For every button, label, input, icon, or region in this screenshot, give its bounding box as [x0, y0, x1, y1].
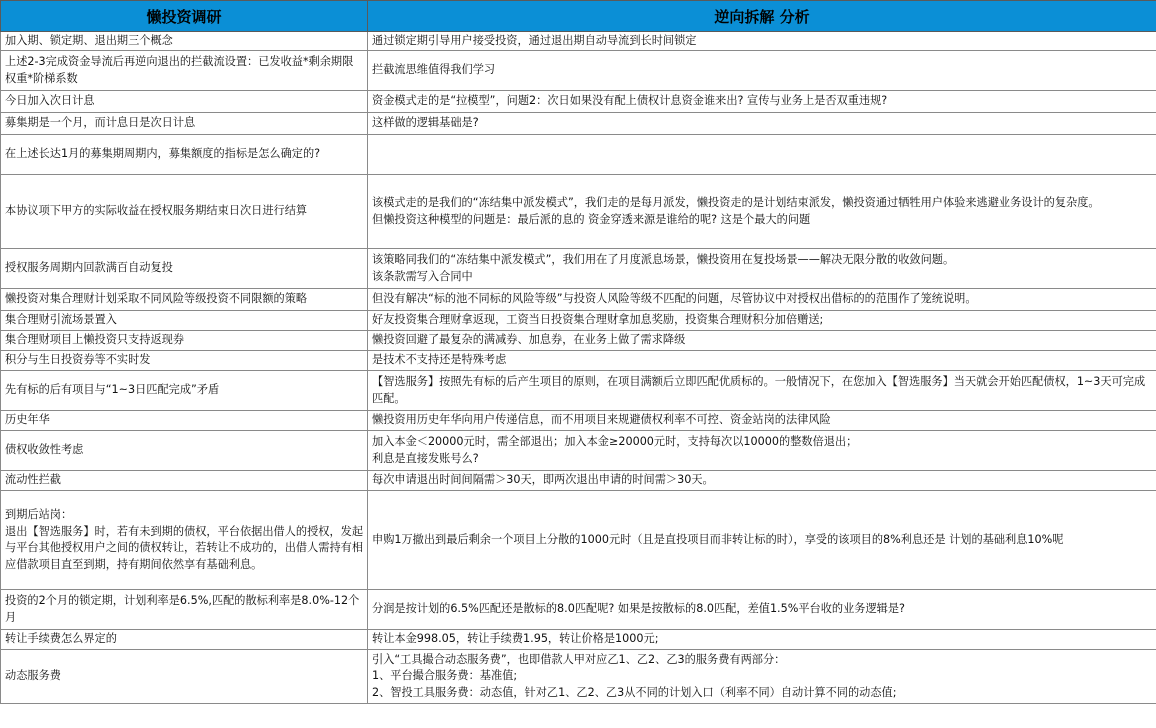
- cell-text: 到期后站岗：: [5, 508, 73, 521]
- table-row: [1, 311, 1156, 331]
- cell-text: 懒投资用历史年华向用户传递信息，而不用项目来规避债权利率不可控、资金站岗的法律风险: [372, 413, 831, 427]
- cell-text: 【智选服务】按照先有标的后产生项目的原则，在项目满额后立即匹配优质标的。一般情况下，在您加入【智选服务】当天就会开始匹配债权，1~3天可完成匹配。: [372, 375, 1146, 405]
- cell-text: 今日加入次日计息: [5, 94, 95, 108]
- research-cell: [1, 331, 368, 351]
- analysis-cell: [368, 289, 1156, 311]
- table-row: [1, 351, 1156, 371]
- research-cell: [1, 311, 368, 331]
- cell-text: 资金模式走的是“拉模型”，问题2：次日如果没有配上债权计息资金谁来出? 宣传与业务上是否双重违规?: [372, 94, 888, 108]
- table-row: [1, 411, 1156, 431]
- research-cell: [1, 630, 368, 650]
- cell-text: 动态服务费: [5, 669, 61, 683]
- cell-text: 上述2-3完成资金导流后再逆向退出的拦截流设置：已发收益*剩余期限权重*阶梯系数: [5, 55, 354, 85]
- analysis-cell: [368, 249, 1156, 289]
- table-row: [1, 135, 1156, 175]
- table-row: [1, 371, 1156, 411]
- cell-text: 申购1万撤出到最后剩余一个项目上分散的1000元时（且是直投项目而非转让标的时），享受的该项目的8%利息还是 计划的基础利息10%呢: [372, 532, 1064, 546]
- cell-text: 这样做的逻辑基础是?: [372, 116, 479, 130]
- analysis-cell: [368, 91, 1156, 113]
- cell-text: 通过锁定期引导用户接受投资，通过退出期自动导流到长时间锁定: [372, 33, 697, 47]
- table-row: [1, 289, 1156, 311]
- research-cell: [1, 113, 368, 135]
- cell-text: 在上述长达1月的募集期周期内，募集额度的指标是怎么确定的?: [5, 147, 321, 161]
- analysis-cell: [368, 135, 1156, 175]
- research-cell: [1, 175, 368, 249]
- cell-text: 利息是直接发账号么?: [372, 451, 479, 465]
- cell-text: 转让本金998.05，转让手续费1.95，转让价格是1000元;: [372, 632, 659, 646]
- table-row: [1, 471, 1156, 491]
- cell-text: 退出【智选服务】时，若有未到期的债权，平台依据出借人的授权，发起与平台其他授权用户之间的债权转让，若转让不成功的，出借人需持有相应借款项目直至到期，持有期间依然享有基础利息。: [5, 524, 364, 571]
- cell-text: 本协议项下甲方的实际收益在授权服务期结束日次日进行结算: [5, 204, 308, 218]
- research-cell: [1, 491, 368, 590]
- research-cell: [1, 650, 368, 704]
- cell-text: 该模式走的是我们的“冻结集中派发模式”，我们走的是每月派发，懒投资走的是计划结束派发，懒投资通过牺牲用户体验来逃避业务设计的复杂度。: [372, 196, 1100, 209]
- analysis-cell: [368, 590, 1156, 630]
- cell-text: 引入“工具撮合动态服务费”，也即借款人甲对应乙1、乙2、乙3的服务费有两部分：: [372, 652, 786, 666]
- table-row: [1, 175, 1156, 249]
- cell-text: 募集期是一个月，而计息日是次日计息: [5, 116, 196, 130]
- cell-text: 积分与生日投资券等不实时发: [5, 353, 151, 367]
- cell-text: 历史年华: [5, 413, 50, 427]
- cell-text: 加入期、锁定期、退出期三个概念: [5, 33, 173, 47]
- table-row: [1, 51, 1156, 91]
- cell-text: 流动性拦截: [5, 473, 61, 487]
- research-cell: [1, 351, 368, 371]
- research-cell: [1, 411, 368, 431]
- table-row: [1, 331, 1156, 351]
- cell-text: 2、智投工具服务费：动态值，针对乙1、乙2、乙3从不同的计划入口（利率不同）自动计算不同的动态值;: [372, 685, 897, 699]
- cell-text: 分润是按计划的6.5%匹配还是散标的8.0匹配呢? 如果是按散标的8.0匹配，差值1.5%平台收的业务逻辑是?: [372, 602, 905, 616]
- analysis-cell: [368, 331, 1156, 351]
- research-cell: [1, 91, 368, 113]
- analysis-cell: [368, 311, 1156, 331]
- table-row: [1, 431, 1156, 471]
- cell-text: 该条款需写入合同中: [372, 269, 473, 283]
- cell-text: 拦截流思维值得我们学习: [372, 63, 496, 77]
- analysis-cell: [368, 630, 1156, 650]
- research-cell: [1, 249, 368, 289]
- analysis-cell: [368, 175, 1156, 249]
- cell-text: 转让手续费怎么界定的: [5, 632, 117, 646]
- research-cell: [1, 371, 368, 411]
- header-analysis: 逆向拆解 分析: [368, 1, 1156, 32]
- analysis-cell: [368, 471, 1156, 491]
- cell-text: 但懒投资这种模型的问题是：最后派的息的 资金穿透来源是谁给的呢? 这是个最大的问题: [372, 212, 811, 226]
- cell-text: 该策略同我们的“冻结集中派发模式”，我们用在了月度派息场景，懒投资用在复投场景——解决无限分散的收敛问题。: [372, 253, 955, 266]
- research-cell: [1, 431, 368, 471]
- table-row: [1, 113, 1156, 135]
- cell-text: 投资的2个月的锁定期，计划利率是6.5%,匹配的散标利率是8.0%-12个月: [5, 594, 360, 624]
- cell-text: 好友投资集合理财拿返现，工资当日投资集合理财拿加息奖励，投资集合理财积分加倍赠送;: [372, 313, 824, 327]
- table-row: [1, 650, 1156, 704]
- analysis-cell: [368, 113, 1156, 135]
- research-cell: [1, 289, 368, 311]
- header-row: [1, 1, 1156, 32]
- cell-text: 集合理财项目上懒投资只支持返现券: [5, 333, 185, 347]
- table-row: [1, 491, 1156, 590]
- table-row: [1, 32, 1156, 51]
- analysis-cell: [368, 411, 1156, 431]
- cell-text: 先有标的后有项目与“1~3日匹配完成”矛盾: [5, 383, 220, 397]
- cell-text: 集合理财引流场景置入: [5, 313, 117, 327]
- research-cell: [1, 471, 368, 491]
- cell-text: 是技术不支持还是特殊考虑: [372, 353, 507, 367]
- cell-text: 1、平台撮合服务费：基准值;: [372, 669, 518, 683]
- analysis-cell: [368, 650, 1156, 704]
- analysis-cell: [368, 371, 1156, 411]
- cell-text: 懒投资回避了最复杂的满减券、加息券，在业务上做了需求降级: [372, 333, 686, 347]
- table-row: [1, 630, 1156, 650]
- analysis-cell: [368, 431, 1156, 471]
- analysis-cell: [368, 32, 1156, 51]
- table-row: [1, 249, 1156, 289]
- table-row: [1, 590, 1156, 630]
- analysis-cell: [368, 491, 1156, 590]
- research-cell: [1, 590, 368, 630]
- research-cell: [1, 51, 368, 91]
- cell-text: 债权收敛性考虑: [5, 443, 84, 457]
- header-research: 懒投资调研: [1, 1, 368, 32]
- cell-text: 每次申请退出时间间隔需＞30天，即两次退出申请的时间需＞30天。: [372, 473, 714, 487]
- analysis-cell: [368, 51, 1156, 91]
- cell-text: 懒投资对集合理财计划采取不同风险等级投资不同限额的策略: [5, 292, 308, 306]
- cell-text: 但没有解决“标的池不同标的风险等级”与投资人风险等级不匹配的问题，尽管协议中对授权出借标的的范围作了笼统说明。: [372, 292, 977, 306]
- table-row: [1, 91, 1156, 113]
- cell-text: 授权服务周期内回款满百自动复投: [5, 261, 173, 275]
- analysis-cell: [368, 351, 1156, 371]
- research-cell: [1, 135, 368, 175]
- cell-text: 加入本金＜20000元时，需全部退出；加入本金≥20000元时，支持每次以10000的整数倍退出；: [372, 435, 858, 448]
- research-cell: [1, 32, 368, 51]
